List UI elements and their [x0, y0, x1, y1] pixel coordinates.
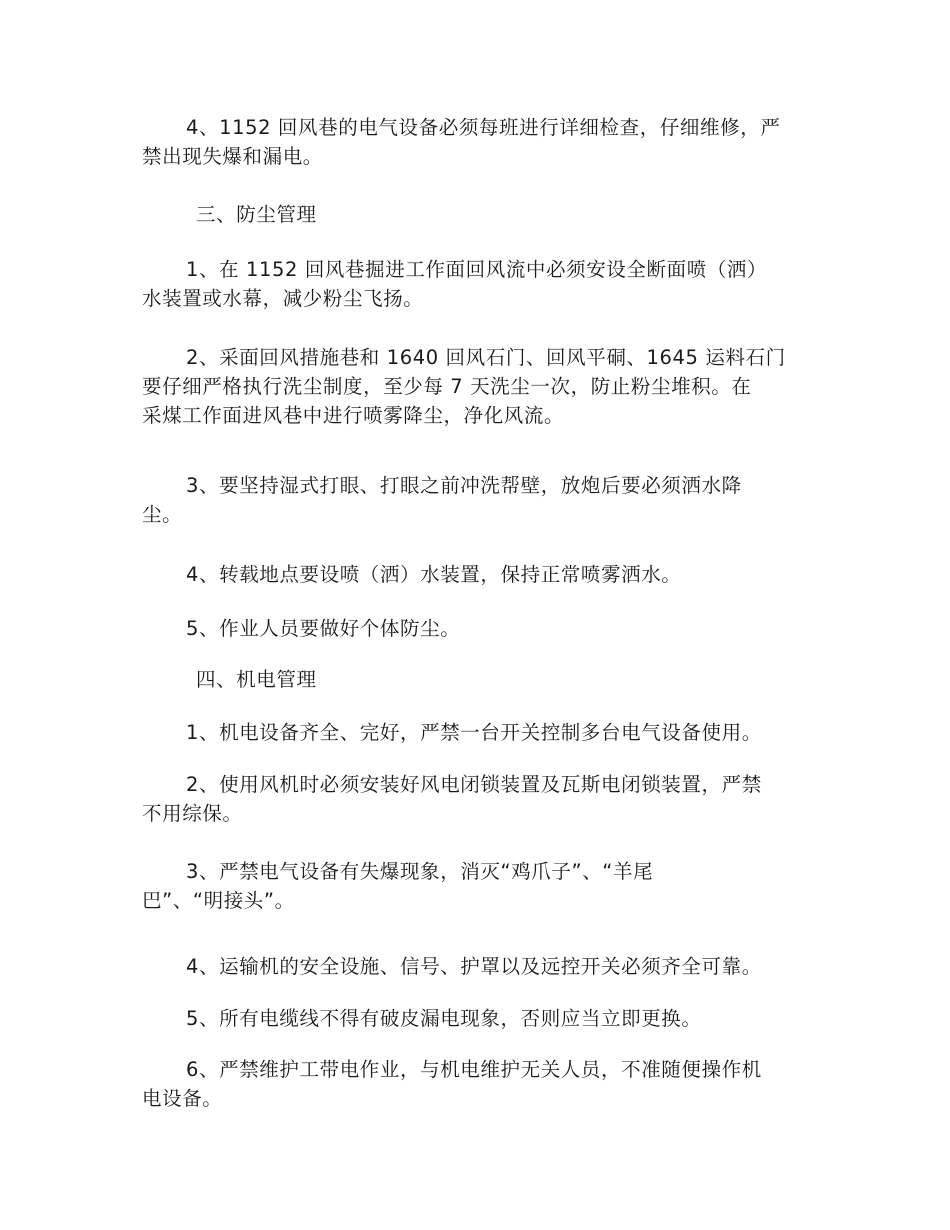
paragraph-line: 3、严禁电气设备有失爆现象，消灭“鸡爪子”、“羊尾	[186, 860, 654, 883]
paragraph-line: 2、使用风机时必须安装好风电闭锁装置及瓦斯电闭锁装置，严禁	[186, 773, 762, 796]
paragraph-mech-1	[142, 718, 812, 747]
paragraph-line: 3、要坚持湿式打眼、打眼之前冲洗帮壁，放炮后要必须洒水降	[186, 474, 742, 497]
paragraph-line: 不用综保。	[142, 802, 243, 825]
paragraph-line: 水装置或水幕，减少粉尘飞扬。	[142, 287, 424, 310]
paragraph-line: 1、在 1152 回风巷掘进工作面回风流中必须安设全断面喷（洒）	[186, 258, 768, 281]
section-heading-dust-control	[196, 200, 317, 229]
paragraph-dust-3	[142, 471, 812, 529]
paragraph-line: 禁出现失爆和漏电。	[142, 145, 323, 168]
paragraph-line: 采煤工作面进风巷中进行喷雾降尘，净化风流。	[142, 404, 565, 427]
paragraph-line: 尘。	[142, 503, 183, 526]
paragraph-dust-5	[142, 614, 812, 643]
paragraph-line: 6、严禁维护工带电作业，与机电维护无关人员，不准随便操作机	[186, 1058, 762, 1081]
paragraph-line: 4、运输机的安全设施、信号、护罩以及远控开关必须齐全可靠。	[186, 955, 762, 978]
paragraph-mech-2	[142, 770, 812, 828]
paragraph-line: 巴”、“明接头”。	[142, 889, 295, 912]
heading-text: 四、机电管理	[196, 668, 317, 691]
paragraph-mech-6	[142, 1055, 812, 1113]
paragraph-line: 电设备。	[142, 1087, 223, 1110]
paragraph-dust-1	[142, 255, 812, 313]
paragraph-line: 2、采面回风措施巷和 1640 回风石门、回风平硐、1645 运料石门	[186, 346, 786, 369]
paragraph-line: 4、转载地点要设喷（洒）水装置，保持正常喷雾洒水。	[186, 563, 682, 586]
paragraph-mech-4	[142, 952, 812, 981]
paragraph-mech-3	[142, 857, 812, 915]
section-heading-electromechanical	[196, 665, 317, 694]
paragraph-line: 4、1152 回风巷的电气设备必须每班进行详细检查，仔细维修，严	[186, 116, 781, 139]
paragraph-dust-4	[142, 560, 812, 589]
heading-text: 三、防尘管理	[196, 203, 317, 226]
paragraph-line: 1、机电设备齐全、完好，严禁一台开关控制多台电气设备使用。	[186, 721, 762, 744]
paragraph-mech-5	[142, 1004, 812, 1033]
paragraph-line: 要仔细严格执行洗尘制度，至少每 7 天洗尘一次，防止粉尘堆积。在	[142, 375, 752, 398]
paragraph-electrical-inspection	[142, 113, 812, 171]
paragraph-dust-2	[142, 343, 812, 430]
paragraph-line: 5、作业人员要做好个体防尘。	[186, 617, 461, 640]
paragraph-line: 5、所有电缆线不得有破皮漏电现象，否则应当立即更换。	[186, 1007, 702, 1030]
